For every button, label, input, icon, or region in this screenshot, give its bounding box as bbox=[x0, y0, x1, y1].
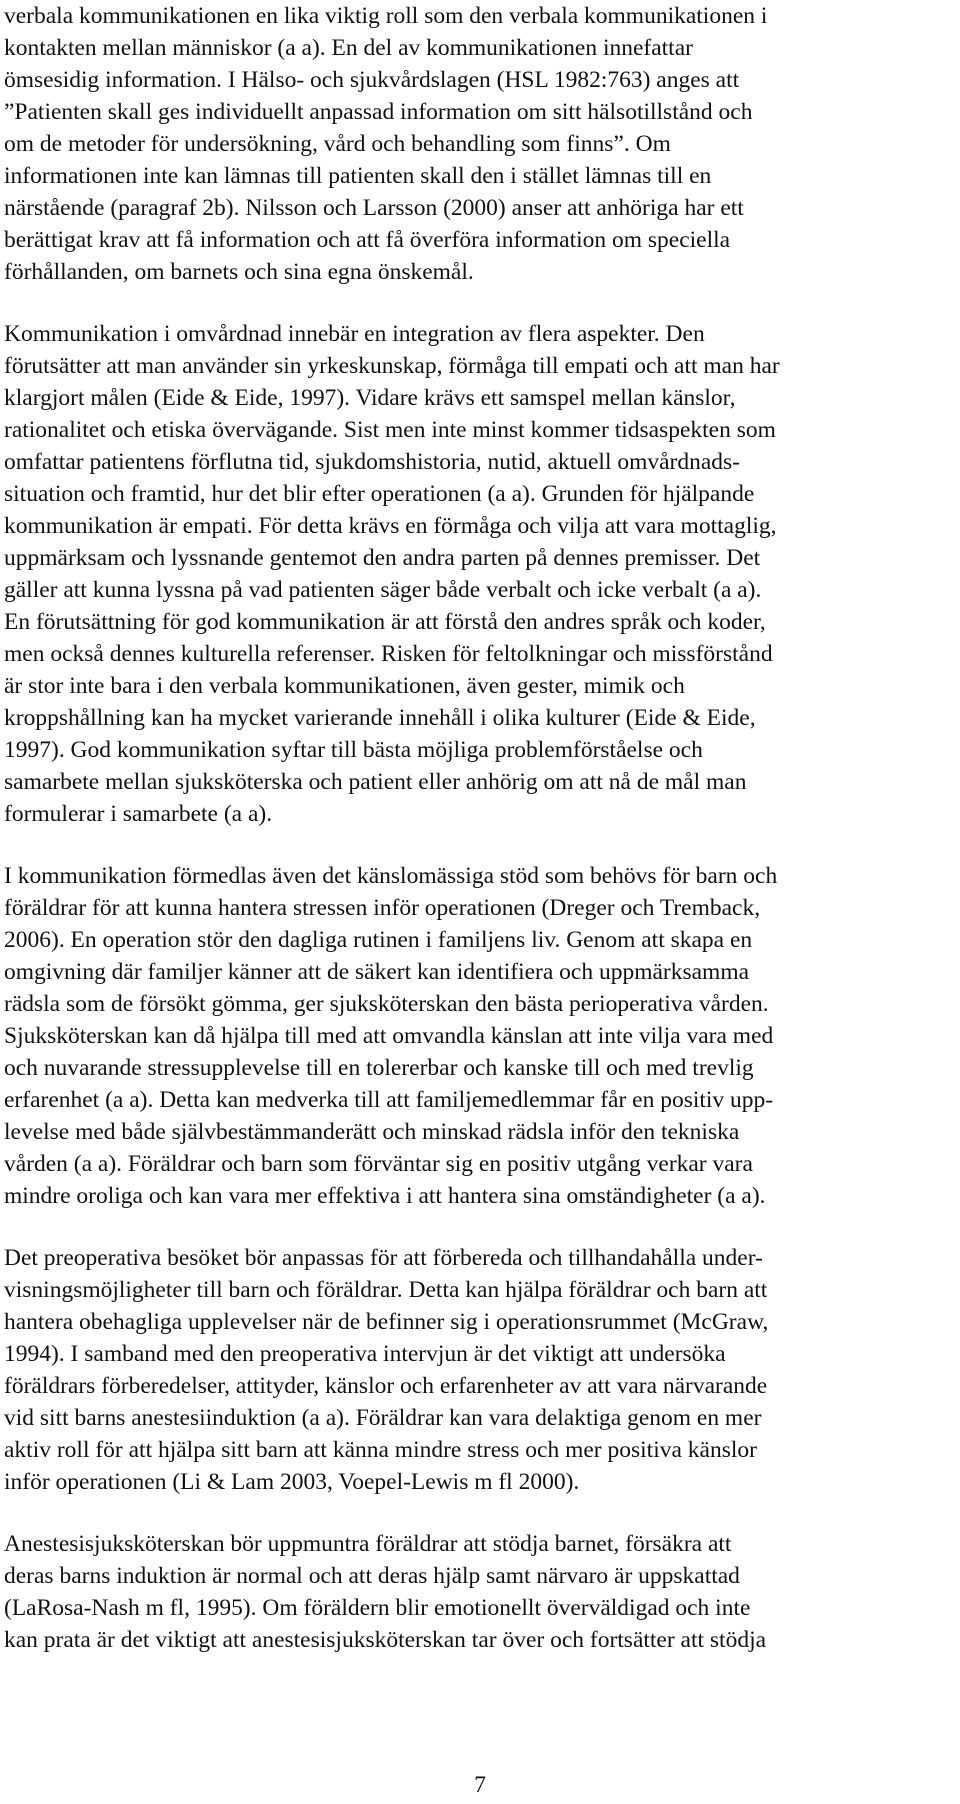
text-line: formulerar i samarbete (a a). bbox=[4, 801, 273, 827]
text-line: berättigat krav att få information och att få överföra information om speciella bbox=[4, 227, 731, 253]
paragraph-spacer bbox=[4, 1498, 956, 1528]
text-line: mindre oroliga och kan vara mer effektiva i att hantera sina omständigheter (a a). bbox=[4, 1183, 766, 1209]
text-line: uppmärksam och lyssnande gentemot den andra parten på dennes premisser. Det bbox=[4, 545, 761, 571]
paragraph-preoperative-visit bbox=[4, 1242, 956, 1498]
text-line: ömsesidig information. I Hälso- och sjukvårdslagen (HSL 1982:763) anges att bbox=[4, 67, 740, 93]
text-line: deras barns induktion är normal och att deras hjälp samt närvaro är uppskattad bbox=[4, 1563, 740, 1589]
text-line: kommunikation är empati. För detta krävs en förmåga och vilja att vara mottaglig, bbox=[4, 513, 777, 539]
text-line: Sjuksköterskan kan då hjälpa till med att omvandla känslan att inte vilja vara med bbox=[4, 1023, 774, 1049]
text-line: (LaRosa-Nash m fl, 1995). Om föräldern blir emotionellt överväldigad och inte bbox=[4, 1595, 751, 1621]
text-line: inför operationen (Li & Lam 2003, Voepel-Lewis m fl 2000). bbox=[4, 1469, 580, 1495]
text-line: 2006). En operation stör den dagliga rutinen i familjens liv. Genom att skapa en bbox=[4, 927, 753, 953]
paragraph-spacer bbox=[4, 830, 956, 860]
text-line: och nuvarande stressupplevelse till en tolererbar och kanske till och med trevlig bbox=[4, 1055, 754, 1081]
document-page bbox=[4, 0, 956, 1656]
text-line: är stor inte bara i den verbala kommunikationen, även gester, mimik och bbox=[4, 673, 685, 699]
text-line: rädsla som de försökt gömma, ger sjuksköterskan den bästa perioperativa vården. bbox=[4, 991, 769, 1017]
text-line: samarbete mellan sjuksköterska och patient eller anhörig om att nå de mål man bbox=[4, 769, 747, 795]
text-line: vården (a a). Föräldrar och barn som förväntar sig en positiv utgång verkar vara bbox=[4, 1151, 753, 1177]
text-line: kroppshållning kan ha mycket varierande innehåll i olika kulturer (Eide & Eide, bbox=[4, 705, 756, 731]
text-line: rationalitet och etiska övervägande. Sist men inte minst kommer tidsaspekten som bbox=[4, 417, 776, 443]
page-number: 7 bbox=[474, 1772, 486, 1798]
text-line: En förutsättning för god kommunikation är att förstå den andres språk och koder, bbox=[4, 609, 766, 635]
text-line: föräldrar för att kunna hantera stressen inför operationen (Dreger och Tremback, bbox=[4, 895, 761, 921]
text-line: 1997). God kommunikation syftar till bästa möjliga problemförståelse och bbox=[4, 737, 703, 763]
text-line: kontakten mellan människor (a a). En del av kommunikationen innefattar bbox=[4, 35, 693, 61]
text-line: men också dennes kulturella referenser. Risken för feltolkningar och missförstånd bbox=[4, 641, 773, 667]
text-line: ”Patienten skall ges individuellt anpassad information om sitt hälsotillstånd och bbox=[4, 99, 753, 125]
text-line: I kommunikation förmedlas även det känslomässiga stöd som behövs för barn och bbox=[4, 863, 778, 889]
text-line: informationen inte kan lämnas till patienten skall den i stället lämnas till en bbox=[4, 163, 712, 189]
text-line: omfattar patientens förflutna tid, sjukdomshistoria, nutid, aktuell omvårdnads- bbox=[4, 449, 741, 475]
text-line: verbala kommunikationen en lika viktig roll som den verbala kommunikationen i bbox=[4, 3, 768, 29]
text-line: gäller att kunna lyssna på vad patienten säger både verbalt och icke verbalt (a a). bbox=[4, 577, 762, 603]
text-line: situation och framtid, hur det blir efter operationen (a a). Grunden för hjälpande bbox=[4, 481, 755, 507]
text-line: vid sitt barns anestesiinduktion (a a). Föräldrar kan vara delaktiga genom en mer bbox=[4, 1405, 762, 1431]
text-line: aktiv roll för att hjälpa sitt barn att känna mindre stress och mer positiva känslor bbox=[4, 1437, 757, 1463]
paragraph-spacer bbox=[4, 288, 956, 318]
paragraph-spacer bbox=[4, 1212, 956, 1242]
text-line: levelse med både självbestämmanderätt och minskad rädsla inför den tekniska bbox=[4, 1119, 740, 1145]
text-line: omgivning där familjer känner att de säkert kan identifiera och uppmärksamma bbox=[4, 959, 750, 985]
text-line: Det preoperativa besöket bör anpassas för att förbereda och tillhandahålla under- bbox=[4, 1245, 763, 1271]
text-line: erfarenhet (a a). Detta kan medverka till att familjemedlemmar får en positiv upp- bbox=[4, 1087, 774, 1113]
paragraph-verbal-communication bbox=[4, 0, 956, 288]
paragraph-anesthesia-nurse bbox=[4, 1528, 956, 1656]
text-line: närstående (paragraf 2b). Nilsson och Larsson (2000) anser att anhöriga har ett bbox=[4, 195, 744, 221]
text-line: klargjort målen (Eide & Eide, 1997). Vidare krävs ett samspel mellan känslor, bbox=[4, 385, 736, 411]
text-line: visningsmöjligheter till barn och föräldrar. Detta kan hjälpa föräldrar och barn att bbox=[4, 1277, 768, 1303]
text-line: förhållanden, om barnets och sina egna önskemål. bbox=[4, 259, 474, 285]
text-line: hantera obehagliga upplevelser när de befinner sig i operationsrummet (McGraw, bbox=[4, 1309, 769, 1335]
text-line: om de metoder för undersökning, vård och behandling som finns”. Om bbox=[4, 131, 671, 157]
text-line: kan prata är det viktigt att anestesisjuksköterskan tar över och fortsätter att stödja bbox=[4, 1627, 767, 1653]
text-line: Anestesisjuksköterskan bör uppmuntra föräldrar att stödja barnet, försäkra att bbox=[4, 1531, 732, 1557]
text-line: 1994). I samband med den preoperativa intervjun är det viktigt att undersöka bbox=[4, 1341, 726, 1367]
text-line: förutsätter att man använder sin yrkeskunskap, förmåga till empati och att man har bbox=[4, 353, 780, 379]
paragraph-emotional-support bbox=[4, 860, 956, 1212]
text-line: Kommunikation i omvårdnad innebär en integration av flera aspekter. Den bbox=[4, 321, 705, 347]
text-line: föräldrars förberedelser, attityder, känslor och erfarenheter av att vara närvarande bbox=[4, 1373, 768, 1399]
paragraph-communication-in-nursing bbox=[4, 318, 956, 830]
